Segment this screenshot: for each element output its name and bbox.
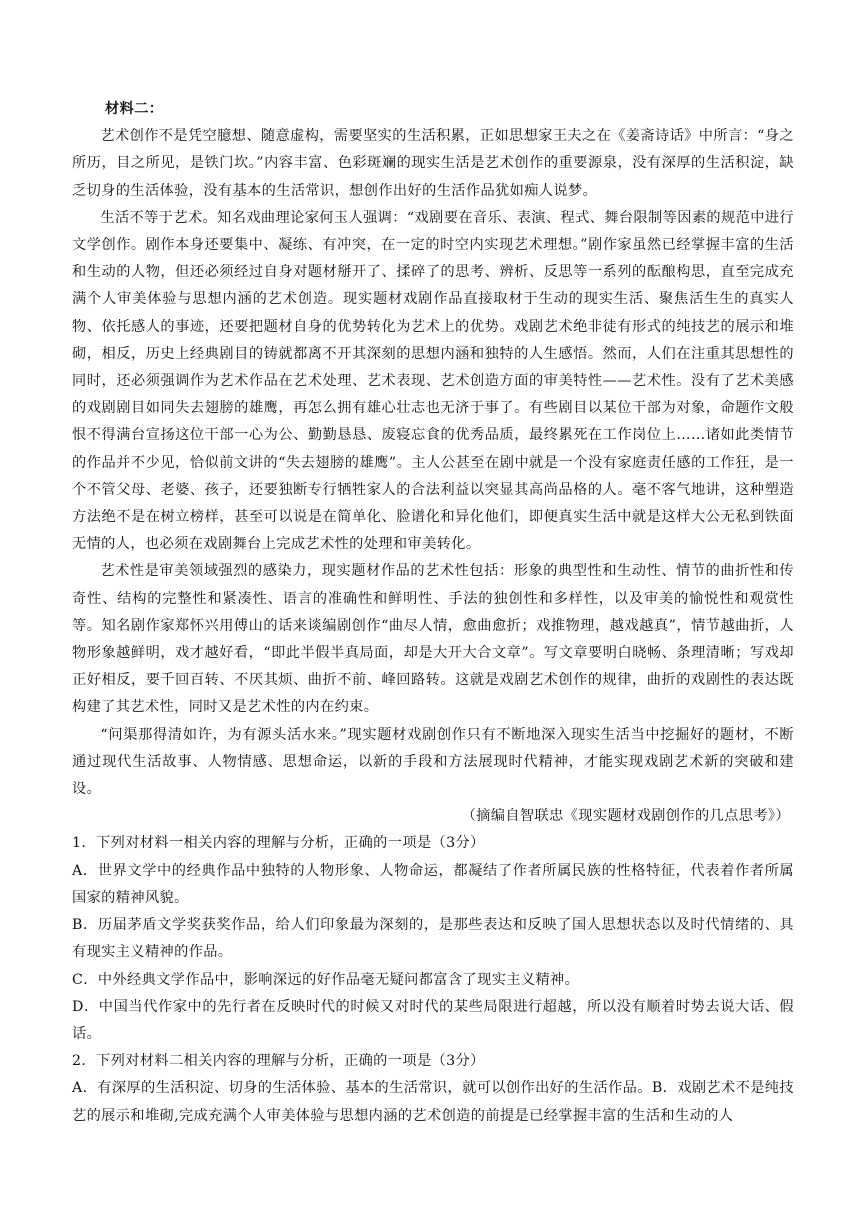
option-ab: A．有深厚的生活积淀、切身的生活体验、基本的生活常识，就可以创作出好的生活作品。B．戏剧艺术不是纯技艺的展示和堆砌,完成充满个人审美体验与思想内涵的艺术创造的前提是已经掌握丰富的生活和生动的人: [72, 1080, 794, 1124]
question-stem: 1．下列对材料一相关内容的理解与分析，正确的一项是（3分）: [72, 835, 485, 852]
paragraph: “问渠那得清如许，为有源头活水来。”现实题材戏剧创作只有不断地深入现实生活当中挖掘好的题材，不断通过现代生活故事、人物情感、思想命运，以新的手段和方法展现时代精神，才能实现戏剧艺术新的突破和建设。: [72, 726, 794, 798]
option-c: C．中外经典文学作品中，影响深远的好作品毫无疑问都富含了现实主义精神。: [72, 971, 580, 988]
paragraph: 生活不等于艺术。知名戏曲理论家何玉人强调：“戏剧要在音乐、表演、程式、舞台限制等因素的规范中进行文学创作。剧作本身还要集中、凝练、有冲突，在一定的时空内实现艺术理想。”剧作家虽然已经掌握丰富的生活和生动的人物，但还必须经过自身对题材掰开了、揉碎了的思考、辨析、反思等一系列的酝酿构思，直至完成充满个人审美体验与思想内涵的艺术创造。现实题材戏剧作品直接取材于生动的现实生活、聚焦活生生的真实人物、依托感人的事迹，还要把题材自身的优势转化为艺术上的优势。戏剧艺术绝非徒有形式的纯技艺的展示和堆砌，相反，历史上经典剧目的铸就都离不开其深刻的思想内涵和独特的人生感悟。然而，人们在注重其思想性的同时，还必须强调作为艺术作品在艺术处理、艺术表现、艺术创造方面的审美特性——艺术性。没有了艺术美感的戏剧剧目如同失去翅膀的雄鹰，再怎么拥有雄心壮志也无济于事了。有些剧目以某位干部为对象，命题作文般恨不得满台宣扬这位干部一心为公、勤勤恳恳、废寝忘食的优秀品质，最终累死在工作岗位上……诸如此类情节的作品并不少见，恰似前文讲的“失去翅膀的雄鹰”。主人公甚至在剧中就是一个没有家庭责任感的工作狂，是一个不管父母、老婆、孩子，还要独断专行牺牲家人的合法利益以突显其高尚品格的人。毫不客气地讲，这种塑造方法绝不是在树立榜样，甚至可以说是在简单化、脸谱化和异化他们，即便真实生活中就是这样大公无私到铁面无情的人，也必须在戏剧舞台上完成艺术性的处理和审美转化。: [72, 209, 794, 553]
source-citation: （摘编自智联忠《现实题材戏剧创作的几点思考》）: [461, 808, 790, 825]
paragraph: 艺术创作不是凭空臆想、随意虚构，需要坚实的生活积累，正如思想家王夫之在《姜斋诗话》中所言：“身之所历，目之所见，是铁门坎。”内容丰富、色彩斑斓的现实生活是艺术创作的重要源泉，没有深厚的生活积淀，缺乏切身的生活体验，没有基本的生活常识，想创作出好的生活作品犹如痴人说梦。: [72, 128, 794, 199]
question-stem: 2．下列对材料二相关内容的理解与分析，正确的一项是（3分）: [72, 1053, 485, 1070]
paragraph: 艺术性是审美领域强烈的感染力，现实题材作品的艺术性包括：形象的典型性和生动性、情节的曲折性和传奇性、结构的完整性和紧凑性、语言的准确性和鲜明性、手法的独创性和多样性，以及审美的愉悦性和观赏性等。知名剧作家郑怀兴用傅山的话来谈编剧创作“曲尽人情，愈曲愈折；戏推物理，越戏越真”，情节越曲折，人物形象越鲜明，戏才越好看，“即此半假半真局面，却是大开大合文章”。写文章要明白晓畅、条理清晰；写戏却正好相反，要千回百转、不厌其烦、曲折不前、峰回路转。这就是戏剧艺术创作的规律，曲折的戏剧性的表达既构建了其艺术性，同时又是艺术性的内在约束。: [72, 563, 794, 716]
section-title: 材料二：: [105, 101, 164, 117]
option-d: D．中国当代作家中的先行者在反映时代的时候又对时代的某些局限进行超越，所以没有顺着时势去说大话、假话。: [72, 998, 794, 1042]
option-a: A．世界文学中的经典作品中独特的人物形象、人物命运，都凝结了作者所属民族的性格特征，代表着作者所属国家的精神风貌。: [72, 862, 794, 906]
option-b: B．历届茅盾文学奖获奖作品，给人们印象最为深刻的，是那些表达和反映了国人思想状态以及时代情绪的、具有现实主义精神的作品。: [72, 917, 794, 961]
document-page: [72, 96, 794, 1130]
